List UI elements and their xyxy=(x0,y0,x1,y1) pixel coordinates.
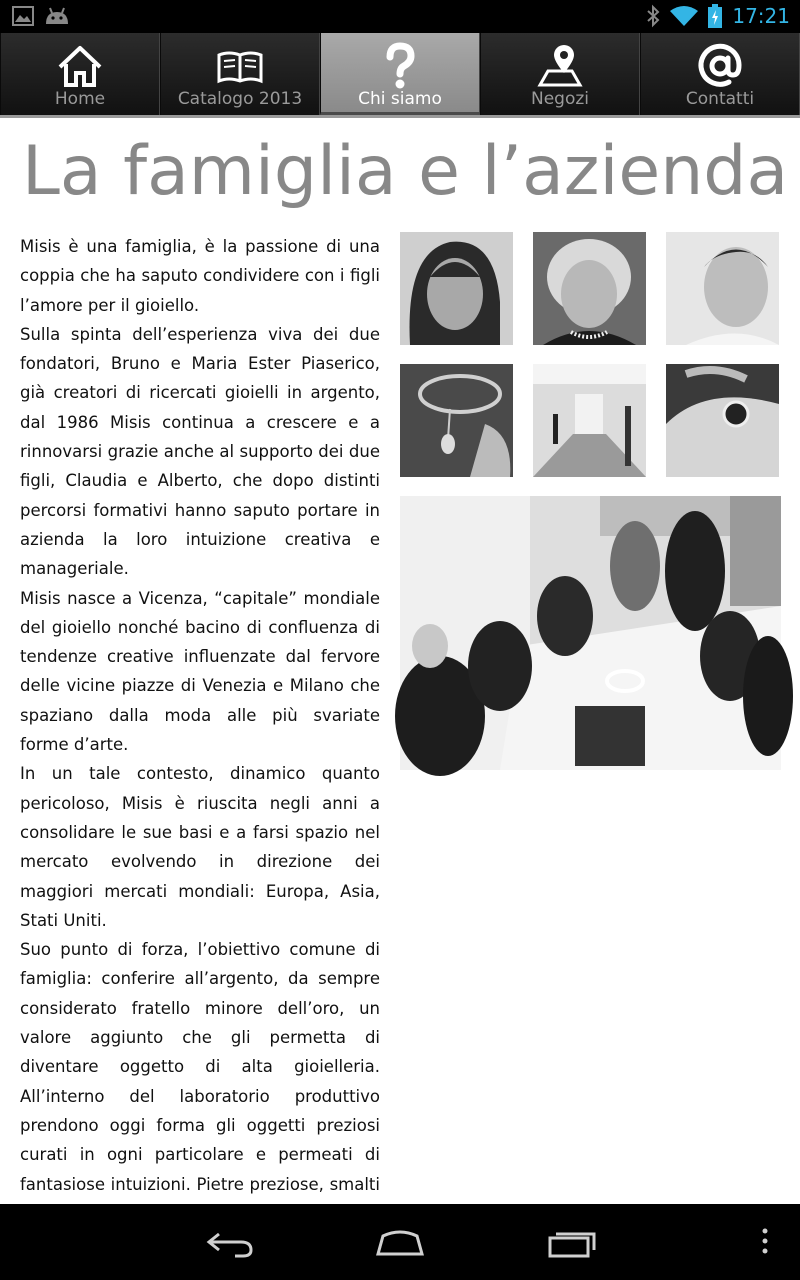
home-icon xyxy=(56,43,104,89)
status-bar xyxy=(0,0,800,33)
status-left-icons xyxy=(12,6,70,26)
tab-label: Negozi xyxy=(530,89,589,109)
paragraph: Sulla spinta dell’esperienza viva dei due fondatori, Bruno e Maria Ester Piaserico, già creatori di ricercati gioielli in argento, dal 1986 Misis continua a crescere e a rinnovarsi grazie anche al supporto dei due figli, Claudia e Alberto, che dopo distinti percorsi formativi hanno saputo portare in azienda la loro intuizione creativa e manageriale. xyxy=(20,324,380,579)
bluetooth-icon xyxy=(646,5,660,27)
photo-necklace-work xyxy=(400,364,513,477)
tab-label: Catalogo 2013 xyxy=(177,89,303,109)
page-title: La famiglia e l’azienda xyxy=(22,132,789,211)
recent-apps-icon[interactable] xyxy=(547,1226,597,1258)
back-icon[interactable] xyxy=(205,1226,255,1258)
tab-catalogo-2013[interactable] xyxy=(160,33,320,115)
android-icon xyxy=(44,6,70,26)
tab-contatti[interactable] xyxy=(640,33,800,115)
status-right-icons xyxy=(646,4,790,28)
at-icon xyxy=(696,43,744,89)
tab-home[interactable] xyxy=(0,33,160,115)
menu-icon[interactable] xyxy=(758,1226,772,1258)
paragraph: Misis è una famiglia, è la passione di una coppia che ha saputo condividere con i figli l’amore per il gioiello. xyxy=(20,237,380,315)
book-icon xyxy=(216,43,264,89)
battery-charging-icon xyxy=(708,4,722,28)
photo-claudia xyxy=(400,232,513,345)
photo-ring-detail xyxy=(666,364,779,477)
paragraph: Misis nasce a Vicenza, “capitale” mondiale del gioiello nonché bacino di confluenza di tendenze creative influenzate dal fervore delle vicine piazze di Venezia e Milano che spaziano dalla moda alle più svariate forme d’arte. xyxy=(20,588,380,755)
photo-maria-ester xyxy=(533,232,646,345)
photo-alberto xyxy=(666,232,779,345)
tab-label: Chi siamo xyxy=(358,89,442,109)
tab-label: Contatti xyxy=(685,89,755,109)
wifi-icon xyxy=(670,5,698,27)
clock: 17:21 xyxy=(732,4,790,28)
tab-negozi[interactable] xyxy=(480,33,640,115)
paragraph: Suo punto di forza, l’obiettivo comune di famiglia: conferire all’argento, da sempre considerato fratello minore dell’oro, un valore aggiunto che gli permetta di diventare oggetto di alta gioielleria. All’interno del laboratorio produttivo prendono oggi forma gli oggetti preziosi curati in ogni particolare e permeati di fantasiose intuizioni. Pietre preziose, smalti xyxy=(20,940,380,1194)
tab-bar xyxy=(0,33,800,115)
tab-divider xyxy=(0,115,800,118)
article-text xyxy=(20,232,380,1204)
home-icon[interactable] xyxy=(375,1226,425,1258)
paragraph: In un tale contesto, dinamico quanto pericoloso, Misis è riuscita negli anni a consolidare le sue basi e a farsi spazio nel mercato evolvendo in direzione dei maggiori mercati mondiali: Europa, Asia, Stati Uniti. xyxy=(20,764,380,930)
map-pin-icon xyxy=(536,43,584,89)
image-icon xyxy=(12,6,34,26)
navigation-bar xyxy=(0,1204,800,1280)
photo-team-meeting xyxy=(400,496,781,770)
tab-label: Home xyxy=(54,89,106,109)
photo-office-corridor xyxy=(533,364,646,477)
question-icon xyxy=(376,43,424,89)
tab-chi-siamo[interactable] xyxy=(320,33,480,115)
